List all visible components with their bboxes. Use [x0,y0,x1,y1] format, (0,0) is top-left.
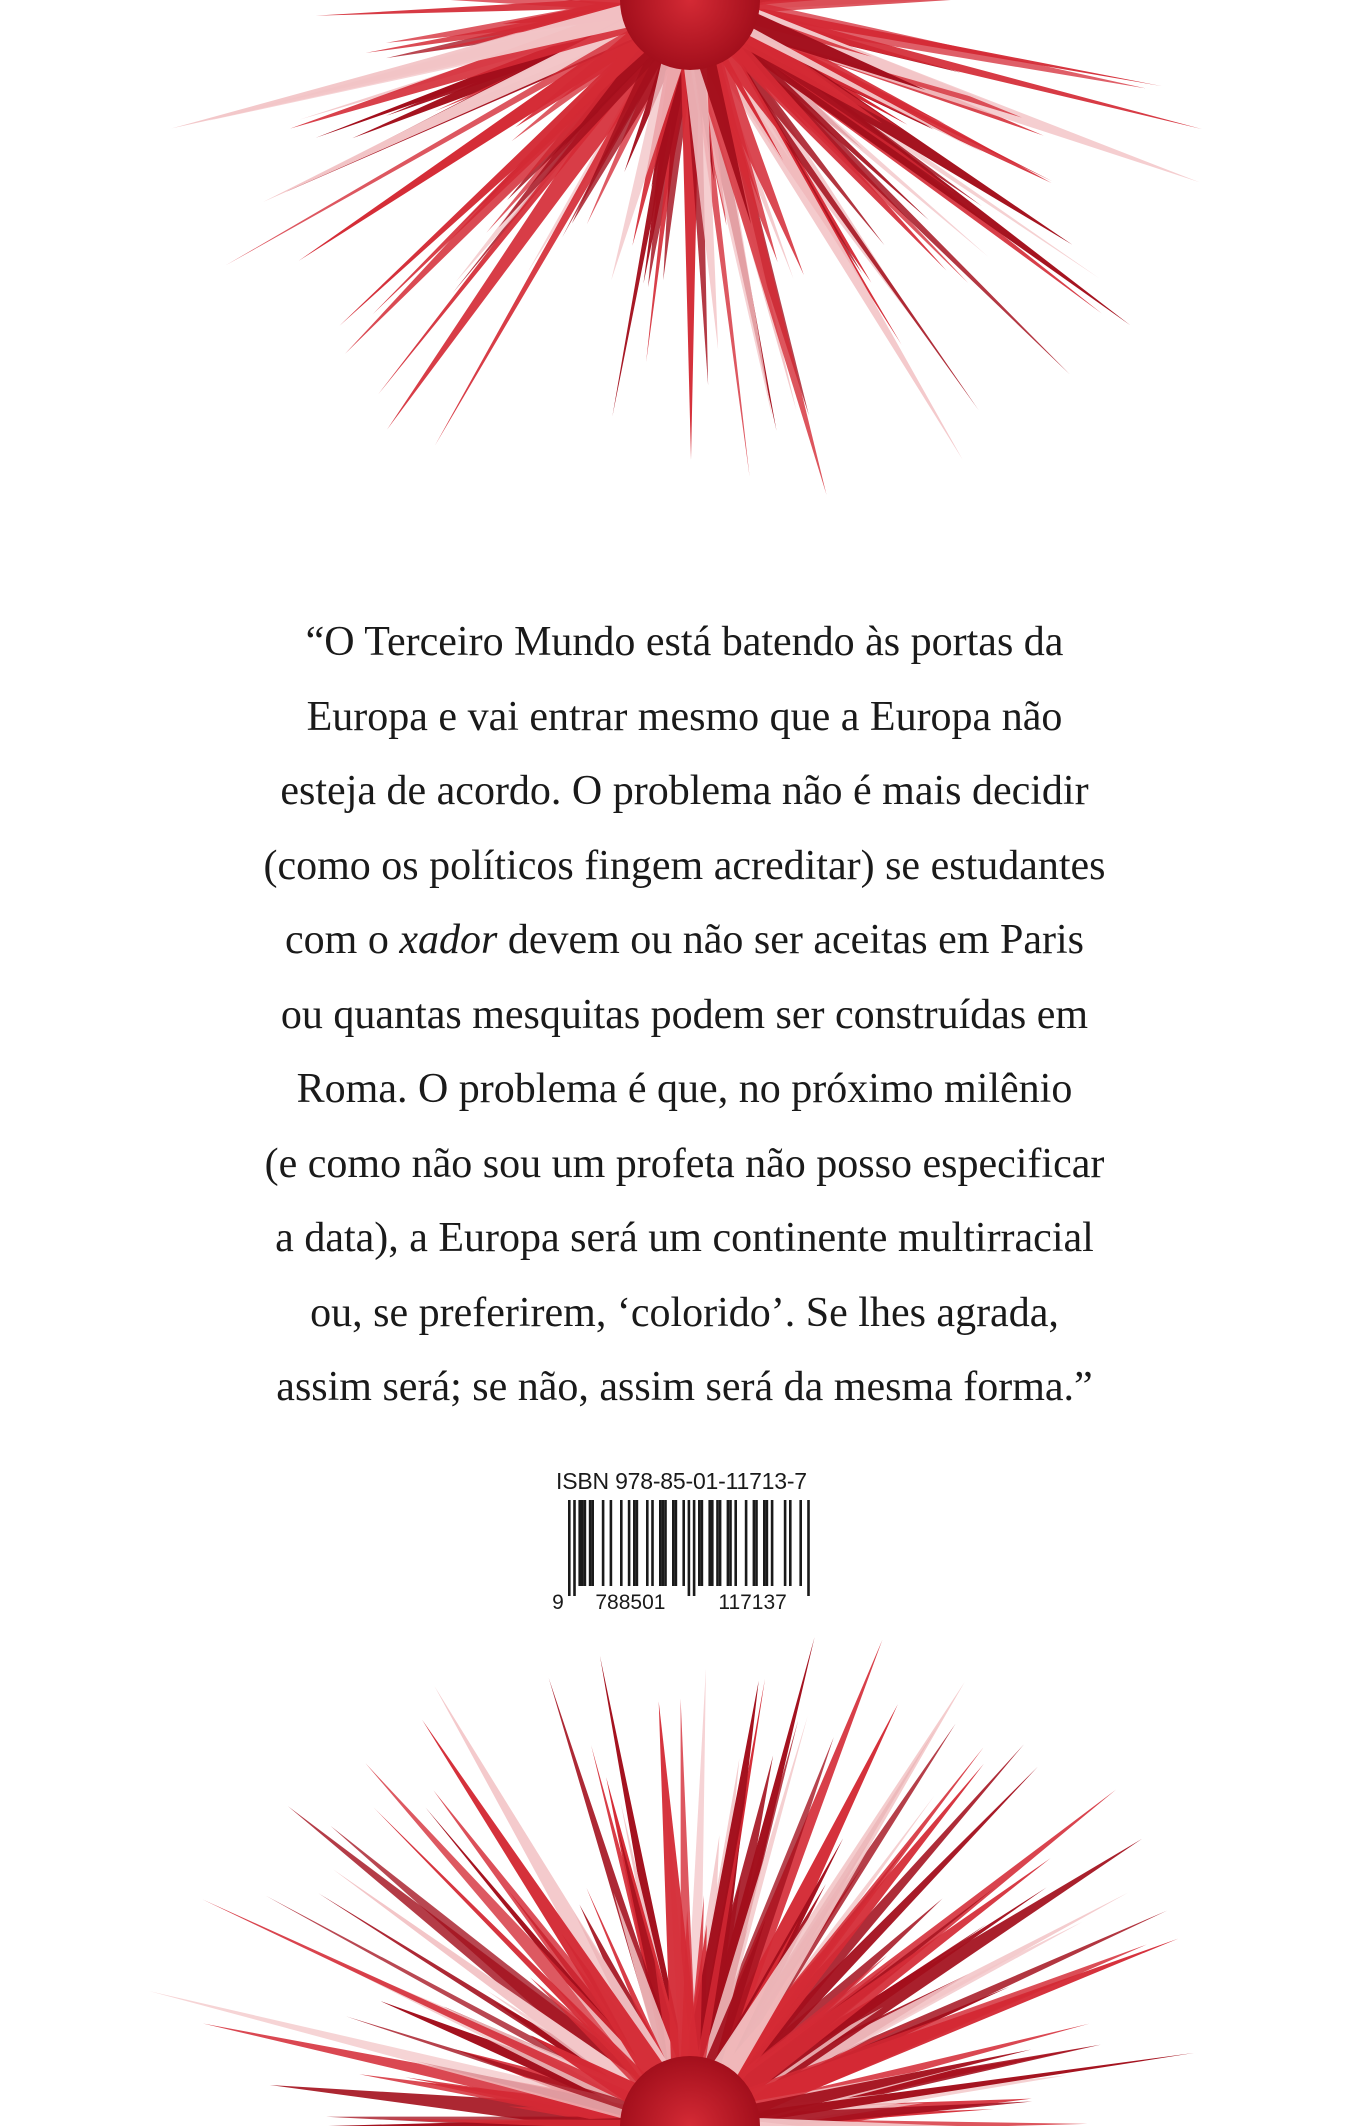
barcode-bar [589,1500,592,1586]
barcode-bar [729,1500,732,1586]
quote-line-6: ou quantas mesquitas podem ser construídas em [280,991,1089,1038]
barcode-bar [766,1500,769,1586]
quote-line-10: ou, se preferirem, ‘colorido’. Se lhes agrada, [310,1289,1059,1336]
quote-line-5-start: com o [285,917,400,963]
spike-cluster [171,0,1202,495]
barcode-bar [584,1500,587,1586]
quote-line-9: a data), a Europa será um continente multirracial [275,1215,1094,1261]
barcode-bar [591,1500,594,1586]
barcode-bar [789,1500,792,1586]
quote-line-3: esteja de acordo. O problema não é mais decidir [280,768,1089,814]
quote-line-4: (como os políticos fingem acreditar) se estudantes [263,842,1106,889]
barcode-bar [602,1500,605,1586]
barcode-bar [628,1500,631,1586]
barcode-bar [716,1500,719,1586]
barcode-bar [693,1500,696,1596]
red-spike-ball-bottom-illustration [0,1600,1369,2126]
barcode-bar [578,1500,581,1586]
barcode-bar [675,1500,678,1586]
barcode-bar [698,1500,701,1586]
barcode-bar [745,1500,748,1586]
quote-line-5-end: devem ou não ser aceitas em Paris [497,917,1084,963]
barcode-bar [581,1500,584,1586]
barcode-bar [711,1500,714,1586]
back-cover-quote [160,605,1209,1425]
red-spike-ball-top-illustration [0,0,1369,560]
barcode-bar [568,1500,571,1596]
barcode-bar [719,1500,722,1586]
barcode-digits: 788501 [595,1591,666,1613]
barcode-graphic [548,1500,810,1613]
barcode-bar [664,1500,667,1586]
barcode-digits: 9 [552,1591,564,1613]
barcode-bar [620,1500,623,1586]
quote-line-7: Roma. O problema é que, no próximo milênio [296,1066,1073,1112]
barcode-bar [682,1500,685,1586]
barcode-bar [610,1500,613,1586]
barcode-bar [701,1500,704,1586]
barcode-bar [799,1500,802,1586]
quote-italic-term: xador [399,917,498,963]
barcode-bar [784,1500,787,1586]
barcode-bar [708,1500,711,1586]
isbn-label: ISBN 978-85-01-11713-7 [556,1468,807,1494]
barcode-bar [659,1500,662,1586]
barcode-bar [573,1500,576,1596]
quote-line-1: “O Terceiro Mundo está batendo às portas da [305,619,1064,665]
barcode-bar [763,1500,766,1586]
quote-line-5 [160,903,1209,978]
barcode-bar [688,1500,691,1596]
isbn-barcode [548,1468,810,1613]
barcode-bar [651,1500,654,1586]
quote-line-11: assim será; se não, assim será da mesma forma.” [276,1364,1093,1410]
barcode-bar [646,1500,649,1586]
barcode-digits: 117137 [718,1591,787,1613]
quote-line-2: Europa e vai entrar mesmo que a Europa não [306,693,1063,740]
barcode-bar [636,1500,639,1586]
barcode-bar [734,1500,737,1586]
barcode-bar [807,1500,810,1596]
barcode-bar [633,1500,636,1586]
barcode-bar [727,1500,730,1586]
barcode-bar [672,1500,675,1586]
barcode-bar [753,1500,756,1586]
barcode-bar [662,1500,665,1586]
quote-line-8: (e como não sou um profeta não posso especificar [264,1140,1105,1187]
barcode-bar [755,1500,758,1586]
barcode-bar [771,1500,774,1586]
spike-cluster [149,1637,1212,2126]
